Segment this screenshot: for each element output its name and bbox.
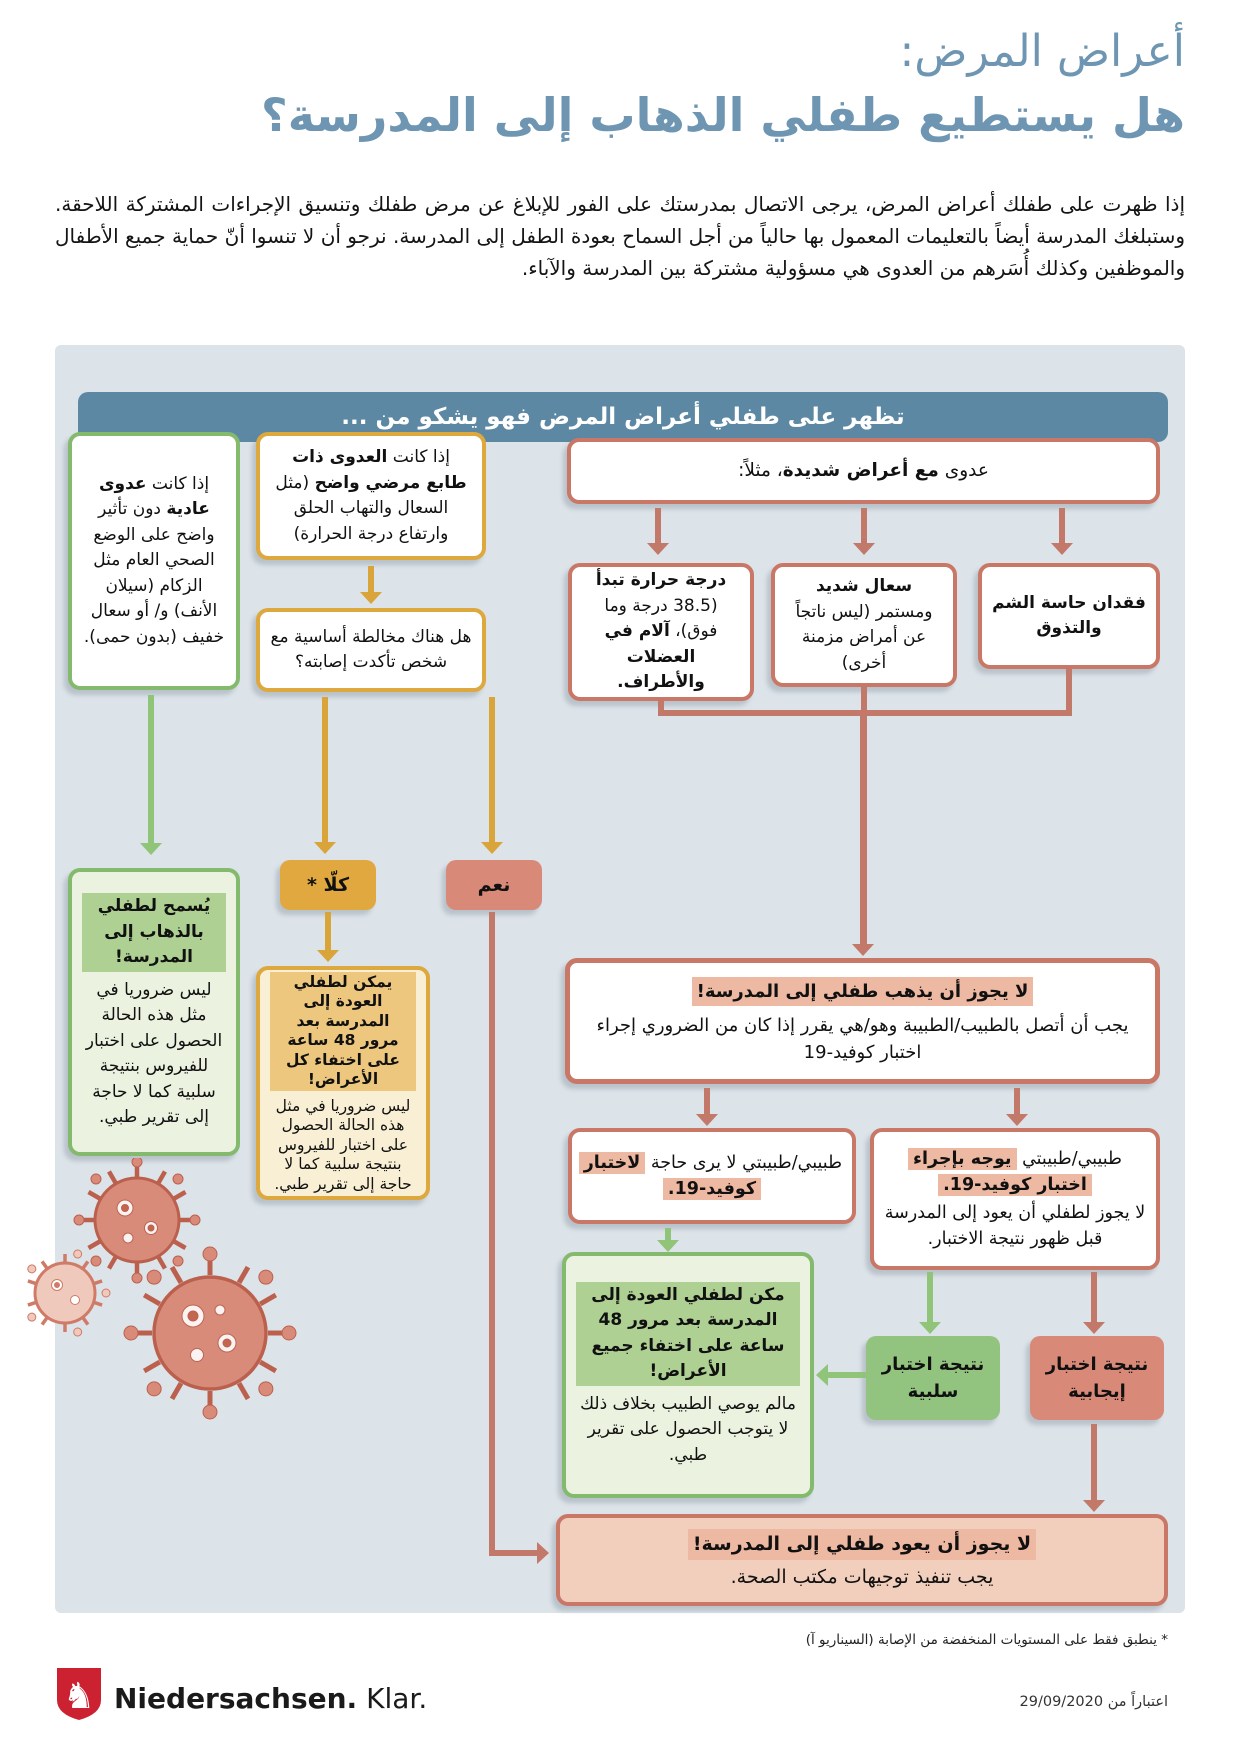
title-line-1: أعراض المرض: xyxy=(899,26,1185,77)
doctor-orders-test-text: طبيبي/طبيبتي يوجه بإجراء اختبار كوفيد-19. لا يجوز لطفلي أن يعود إلى المدرسة قبل ظهور نتيجة الاختبار. xyxy=(884,1148,1146,1250)
arrow-to-doctor-orders xyxy=(1014,1088,1020,1114)
arrow-merge-to-noschool xyxy=(860,714,867,944)
virus-medium xyxy=(74,1158,200,1283)
cough-text: سعال شديد ومستمر (ليس ناتجاً عن أمراض مزمنة أخرى) xyxy=(795,576,933,673)
doctor-no-test-box xyxy=(568,1128,856,1224)
arrow-question-to-no xyxy=(322,697,328,842)
connector-cough-stub xyxy=(861,685,867,713)
clear-infection-box xyxy=(256,432,486,560)
final-no-return-highlight: لا يجوز أن يعود طفلي إلى المدرسة! xyxy=(688,1529,1036,1560)
flowchart-header: تظهر على طفلي أعراض المرض فهو يشكو من ... xyxy=(78,392,1168,442)
clear-infection-text: إذا كانت العدوى ذات طابع مرضي واضح (مثل السعال والتهاب الحلق وارتفاع درجة الحرارة) xyxy=(275,447,467,544)
final-no-return-body: يجب تنفيذ توجيهات مكتب الصحة. xyxy=(730,1565,994,1588)
arrow-negative-to-return xyxy=(828,1372,866,1378)
yes-label-box xyxy=(446,860,542,910)
connector-smell-stub xyxy=(1066,667,1072,713)
smell-loss-text: فقدان حاسة الشم والتذوق xyxy=(992,592,1146,638)
arrow-doctor-to-positive xyxy=(1091,1272,1097,1322)
negative-result-badge xyxy=(866,1336,1000,1420)
title-line-2: هل يستطيع طفلي الذهاب إلى المدرسة؟ xyxy=(261,88,1185,142)
brand-bold: Niedersachsen. xyxy=(114,1682,358,1715)
doctor-orders-test-box xyxy=(870,1128,1160,1270)
return-48h-after-test-highlight: مكن لطفلي العودة إلى المدرسة بعد مرور 48 ساعة على اختفاء جميع الأعراض! xyxy=(576,1282,800,1386)
virus-large xyxy=(124,1247,296,1419)
arrow-mild-to-allowed xyxy=(148,695,154,843)
virus-illustration xyxy=(25,1158,325,1458)
arrow-positive-to-final xyxy=(1091,1424,1097,1500)
arrow-no-to-return48 xyxy=(325,912,331,950)
footnote: * ينطبق فقط على المستويات المنخفضة من الإصابة (السيناريو آ) xyxy=(805,1632,1168,1648)
return-48h-after-test-body: مالم يوصي الطبيب بخلاف ذلك لا يتوجب الحصول على تقرير طبي. xyxy=(580,1393,796,1465)
arrow-yes-to-final xyxy=(489,1550,537,1556)
mild-infection-box xyxy=(68,432,240,690)
arrow-to-doctor-no-test xyxy=(704,1088,710,1114)
allowed-school-highlight: يُسمح لطفلي بالذهاب إلى المدرسة! xyxy=(82,893,226,972)
severe-infection-box xyxy=(567,438,1160,504)
smell-loss-box xyxy=(978,563,1160,669)
allowed-school-body: ليس ضروريا في مثل هذه الحالة الحصول على اختبار للفيروس بنتيجة سلبية كما لا حاجة إلى تقرير طبي. xyxy=(85,979,223,1128)
contact-question-box xyxy=(256,608,486,692)
arrow-doctor-to-negative xyxy=(927,1272,933,1322)
negative-result-label: نتيجة اختبار سلبية xyxy=(881,1354,985,1402)
positive-result-label: نتيجة اختبار إيجابية xyxy=(1045,1354,1149,1402)
mild-infection-text: إذا كانت عدوى عادية دون تأثير واضح على الوضع الصحي العام مثل الزكام (سيلان الأنف) و/ أو سعال خفيف (بدون حمى). xyxy=(83,473,225,647)
severe-infection-text: عدوى مع أعراض شديدة، مثلاً: xyxy=(738,460,989,482)
brand-regular: Klar. xyxy=(366,1682,428,1715)
no-label: كلّا * xyxy=(306,873,350,896)
connector-yes-vertical xyxy=(489,912,495,1556)
return-48h-highlight: يمكن لطفلي العودة إلى المدرسة بعد مرور 48 ساعة على اختفاء كل الأعراض! xyxy=(270,972,416,1091)
no-label-box xyxy=(280,860,376,910)
cough-box xyxy=(771,563,957,687)
positive-result-badge xyxy=(1030,1336,1164,1420)
arrow-severe-to-cough xyxy=(861,508,867,543)
arrow-severe-to-fever xyxy=(655,508,661,543)
arrow-severe-to-smell xyxy=(1059,508,1065,543)
allowed-school-box xyxy=(68,868,240,1156)
horse-icon: ♞ xyxy=(62,1676,96,1717)
intro-paragraph: إذا ظهرت على طفلك أعراض المرض، يرجى الاتصال بمدرستك على الفور للإبلاغ عن مرض طفلك وتنسيق الإجراءات المشتركة اللاحقة. وستبلغك المدرسة أيضاً بالتعليمات المعمول بها حالياً من أجل السماح بعودة الطفل إلى المدرسة. نرجو أن لا تنسوا أنّ حماية جميع الأطفال والموظفين وكذلك أُسَرهم من العدوى هي مسؤولية مشتركة بين المدرسة والآباء. xyxy=(55,192,1185,280)
fever-text: درجة حرارة تبدأ (38.5 درجة وما فوق)، آلام في العضلات والأطراف. xyxy=(595,570,727,693)
contact-question-text: هل هناك مخالطة أساسية مع شخص تأكدت إصابته؟ xyxy=(270,626,472,672)
return-48h-after-test-box xyxy=(562,1252,814,1498)
arrow-doctor-no-test-to-return xyxy=(665,1228,671,1240)
no-school-box xyxy=(565,958,1160,1084)
no-school-highlight: لا يجوز أن يذهب طفلي إلى المدرسة! xyxy=(692,977,1034,1006)
doctor-no-test-text: طبيبي/طبيبتي لا يرى حاجة لاختبار كوفيد-19. xyxy=(582,1150,842,1203)
fever-box xyxy=(568,563,754,701)
yes-label: نعم xyxy=(477,873,511,896)
arrow-clear-to-question xyxy=(368,566,374,592)
final-no-return-box xyxy=(556,1514,1168,1606)
effective-date: اعتباراً من 29/09/2020 xyxy=(1019,1694,1168,1710)
no-school-body: يجب أن أتصل بالطبيب/الطبيبة وهو/هي يقرر إذا كان من الضروري إجراء اختبار كوفيد-19 xyxy=(596,1014,1129,1063)
arrow-question-to-yes xyxy=(489,697,495,842)
return-48h-body: ليس ضروريا في مثل هذه الحالة الحصول على اختبار للفيروس بنتيجة سلبية كما لا حاجة إلى تقرير طبي. xyxy=(274,1096,412,1193)
